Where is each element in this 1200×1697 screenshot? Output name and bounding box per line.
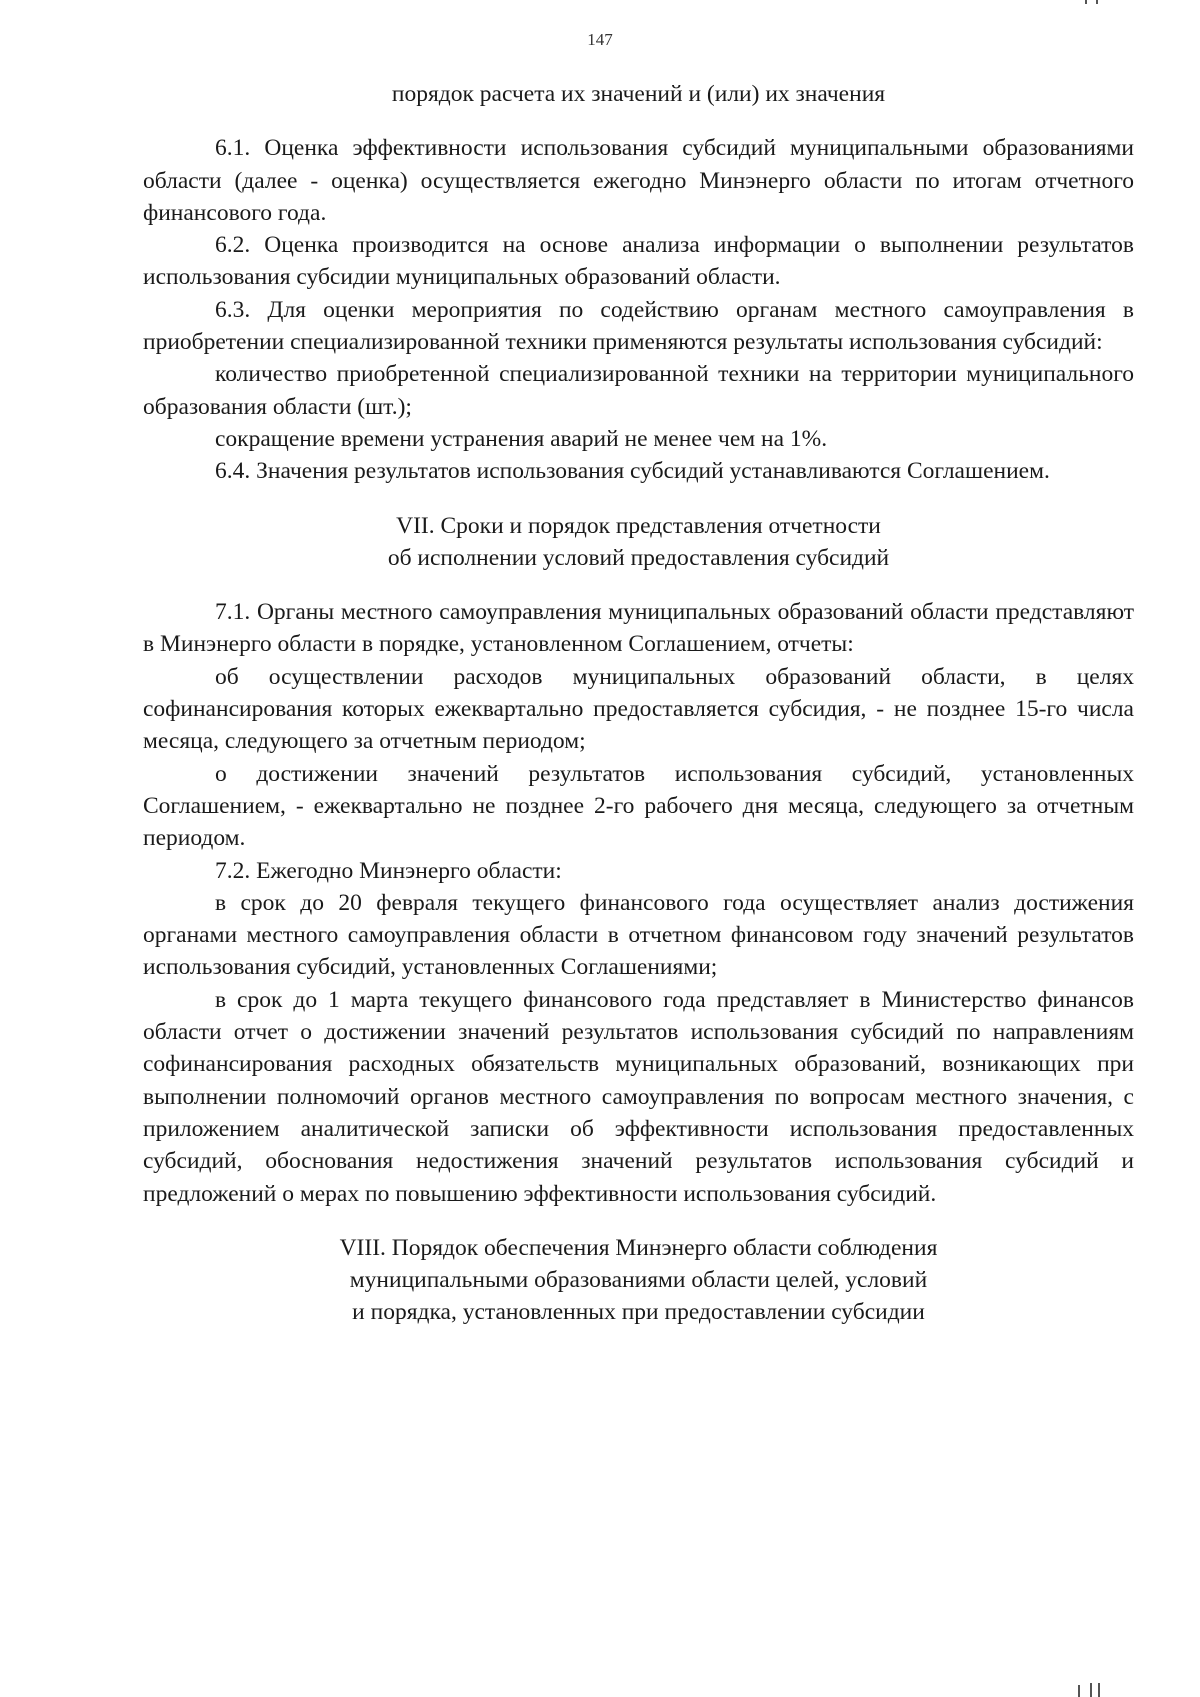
scan-mark-bottom-3 <box>1098 1683 1100 1697</box>
paragraph-7-1-item-1: об осуществлении расходов муниципальных образований области, в целях софинансирования которых ежеквартально предоставляется субсидия, - не позднее 15-го числа месяца, следующего за отчетным периодом; <box>143 663 1134 755</box>
scan-mark-bottom <box>1078 1685 1080 1697</box>
paragraph-7-1: 7.1. Органы местного самоуправления муниципальных образований области представляют в Минэнерго области в порядке, установленном Соглашением, отчеты: <box>143 599 1134 658</box>
paragraph-6-1: 6.1. Оценка эффективности использования субсидий муниципальными образованиями области (далее - оценка) осуществляется ежегодно Минэнерго области по итогам отчетного финансового года. <box>143 135 1134 226</box>
section-7-heading-line-1: VII. Сроки и порядок представления отчетности <box>396 512 881 539</box>
section-8-heading <box>143 1232 1134 1329</box>
paragraph-6-3-item-2: сокращение времени устранения аварий не менее чем на 1%. <box>215 425 828 452</box>
section-7 <box>143 596 1134 1210</box>
paragraph-6-4: 6.4. Значения результатов использования субсидий устанавливаются Соглашением. <box>215 458 1050 485</box>
document-body <box>143 78 1134 1329</box>
scan-mark-top-2 <box>1096 0 1098 4</box>
scan-mark-bottom-2 <box>1090 1683 1092 1697</box>
page-number: 147 <box>587 30 613 49</box>
paragraph-7-2: 7.2. Ежегодно Минэнерго области: <box>215 857 562 884</box>
heading-top: порядок расчета их значений и (или) их значения <box>391 81 886 107</box>
section-7-heading <box>143 510 1134 575</box>
section-8-heading-line-1: VIII. Порядок обеспечения Минэнерго области соблюдения <box>339 1234 938 1261</box>
paragraph-7-2-item-1: в срок до 20 февраля текущего финансового года осуществляет анализ достижения органами местного самоуправления области в отчетном финансовом году значений результатов использования субсидий, установленных Соглашениями; <box>143 889 1134 981</box>
paragraph-6-3-item-1: количество приобретенной специализированной техники на территории муниципального образования области (шт.); <box>143 361 1134 420</box>
section-8-heading-line-3: и порядка, установленных при предоставлении субсидии <box>352 1299 925 1326</box>
paragraph-7-1-item-2: о достижении значений результатов использования субсидий, установленных Соглашением, - ежеквартально не позднее 2-го рабочего дня месяца, следующего за отчетным периодом. <box>143 760 1134 852</box>
paragraph-7-2-item-2: в срок до 1 марта текущего финансового года представляет в Министерство финансов области отчет о достижении значений результатов использования субсидий по направлениям софинансирования расходных обязательств муниципальных образований, возникающих при выполнении полномочий органов местного самоуправления по вопросам местного значения, с приложением аналитической записки об эффективности использования предоставленных субсидий, обоснования недостижения значений результатов использования субсидий и предложений о мерах по повышению эффективности использования субсидий. <box>143 986 1134 1207</box>
paragraph-6-3: 6.3. Для оценки мероприятия по содействию органам местного самоуправления в приобретении специализированной техники применяются результаты использования субсидий: <box>143 296 1134 356</box>
scan-mark-top <box>1085 0 1087 4</box>
section-8-heading-line-2: муниципальными образованиями области целей, условий <box>349 1267 928 1294</box>
section-6 <box>143 132 1134 487</box>
section-7-heading-line-2: об исполнении условий предоставления субсидий <box>387 544 890 571</box>
paragraph-6-2: 6.2. Оценка производится на основе анализа информации о выполнении результатов использования субсидии муниципальных образований области. <box>143 232 1134 291</box>
